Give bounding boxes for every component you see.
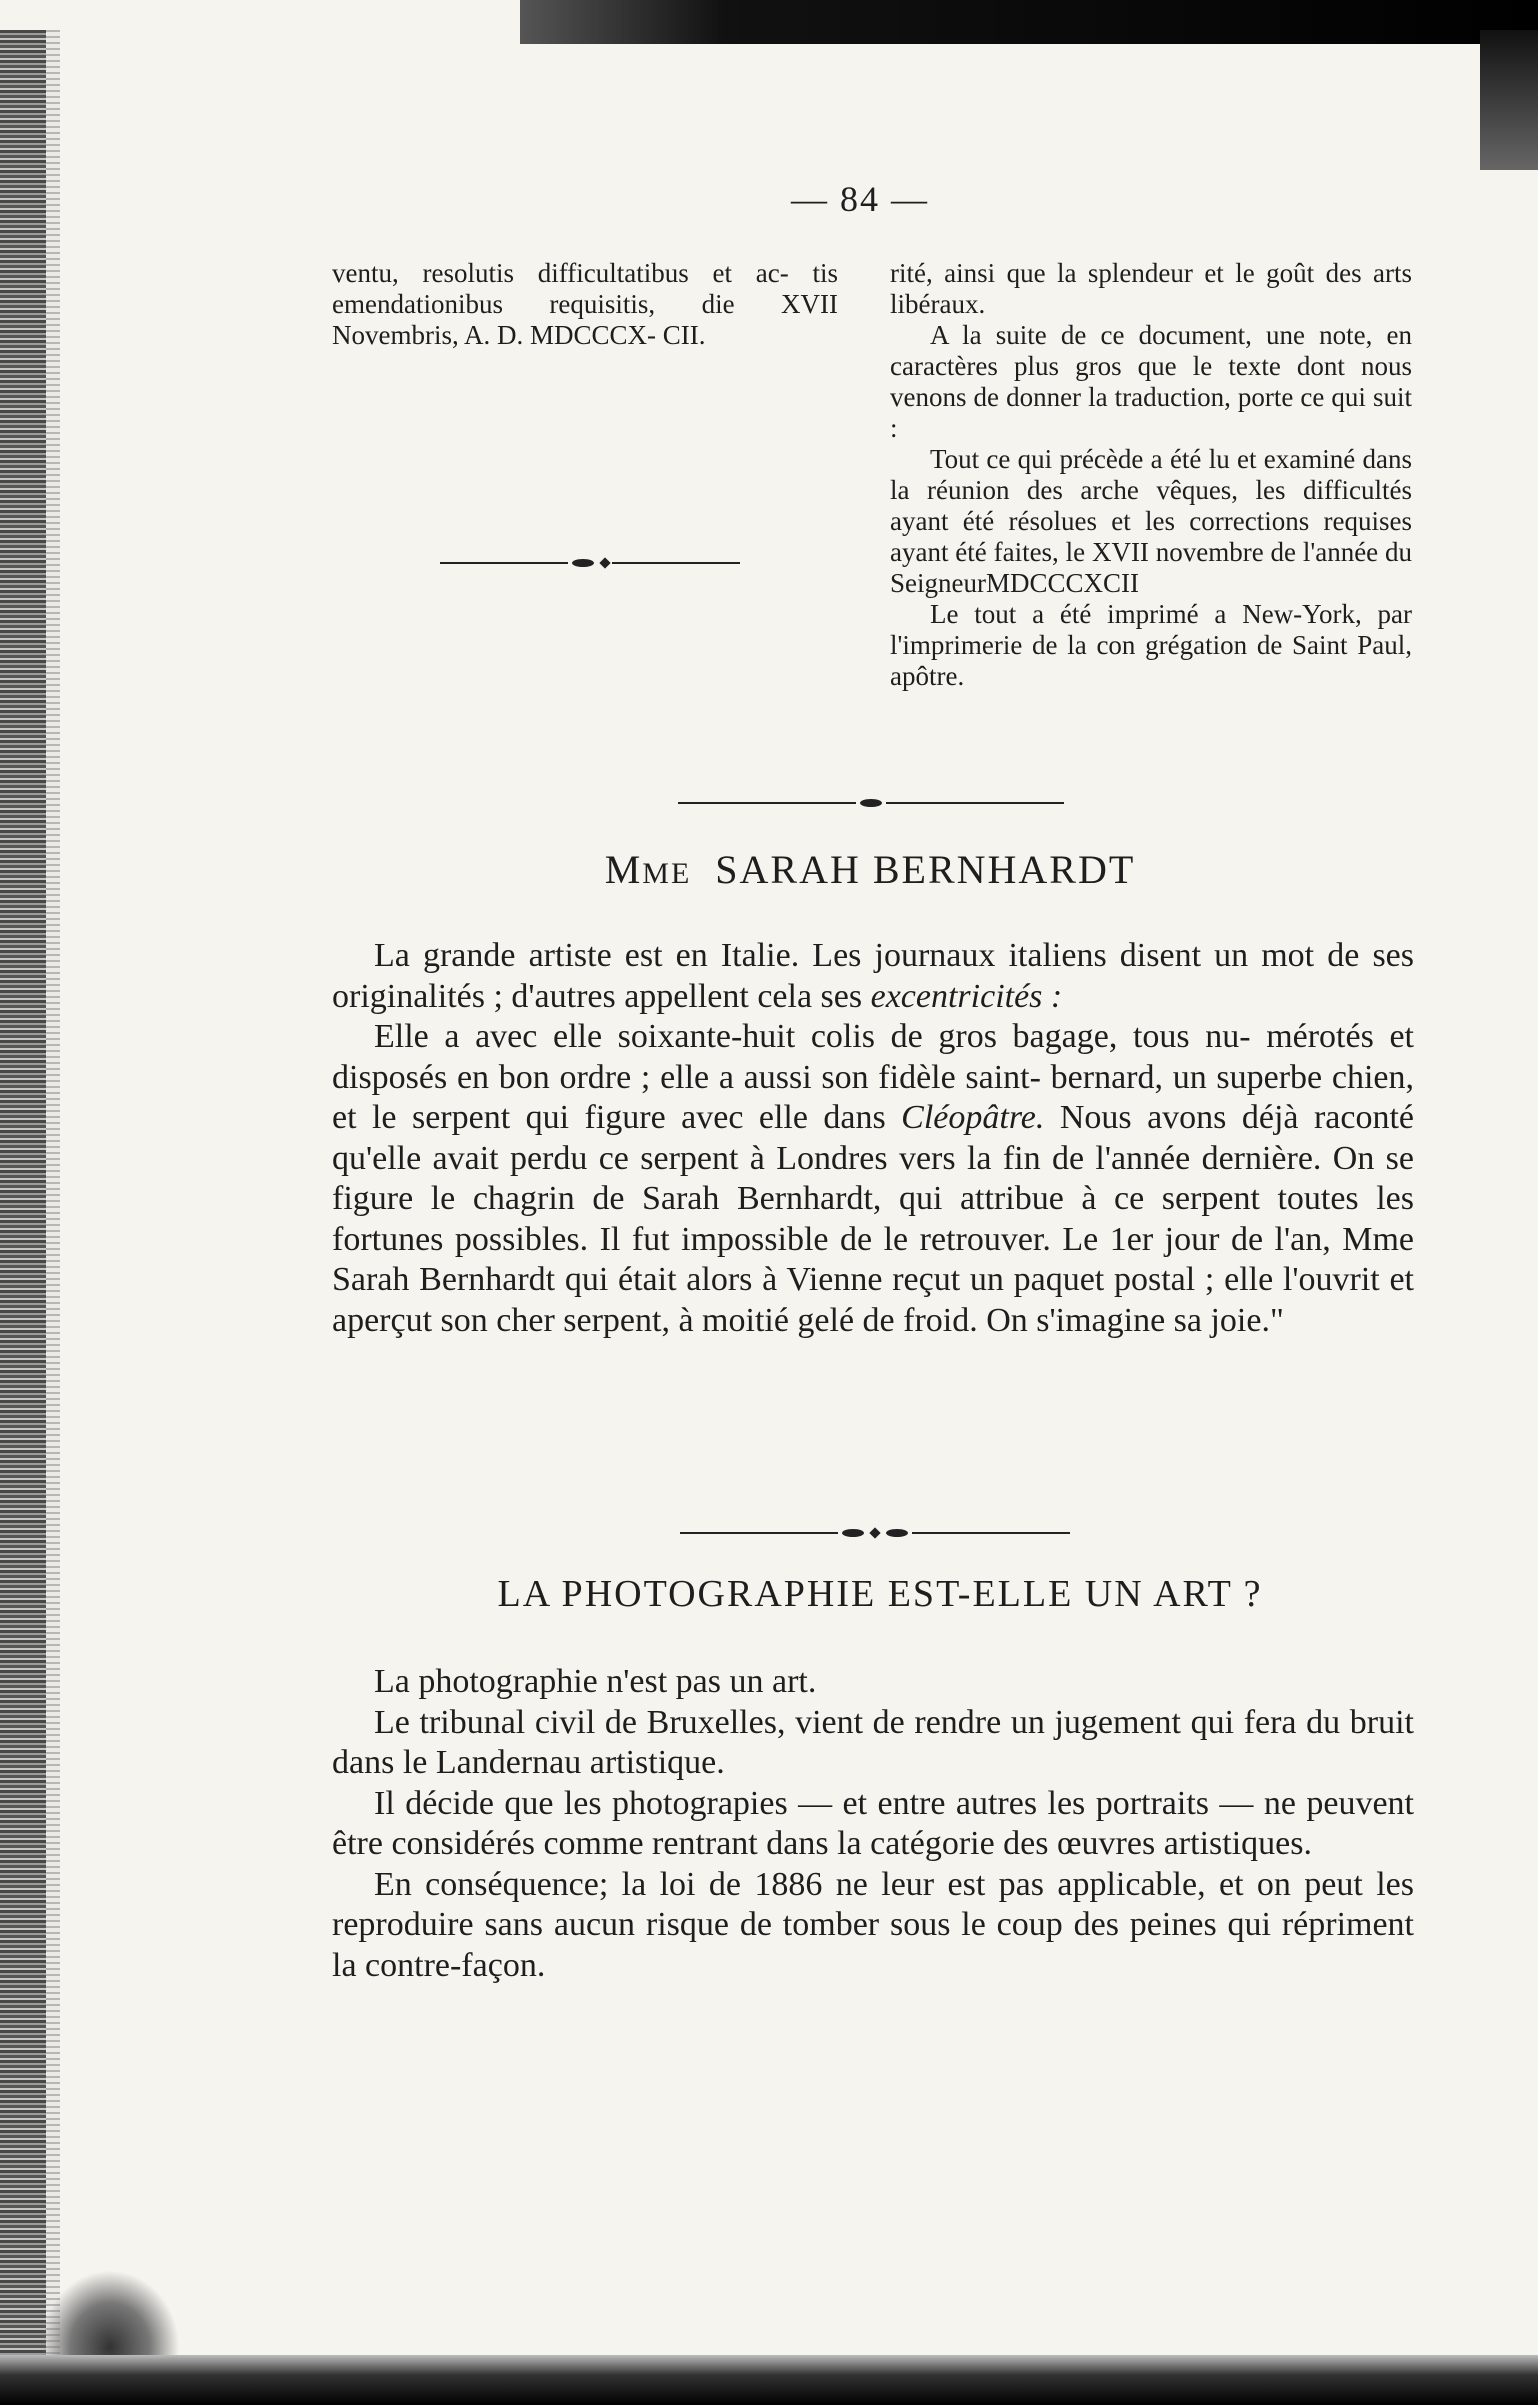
right-column-paragraph: Tout ce qui précède a été lu et examiné dans la réunion des arche vêques, les difficultés ayant été résolues et les corrections requises ayant été faites, le XVII novembre de l'année du SeigneurMDCCCXCII (890, 444, 1412, 598)
section-title-sarah-bernhardt: MME SARAH BERNHARDT (604, 847, 1136, 892)
paragraph: La grande artiste est en Italie. Les journaux italiens disent un mot de ses originalités ; d'autres appellent cela ses excentricités : (332, 937, 1414, 1015)
scan-spine-edge (46, 30, 60, 2405)
page-number: — 84 — (791, 179, 929, 219)
section-body-photographie (332, 1662, 1414, 1986)
scan-bottom-border (0, 2355, 1538, 2405)
ornament-divider (680, 1526, 1070, 1540)
paragraph: La photographie n'est pas un art. (374, 1663, 817, 1700)
paragraph: Le tribunal civil de Bruxelles, vient de rendre un jugement qui fera du bruit dans le Landernau artistique. (332, 1703, 1414, 1781)
paragraph: En conséquence; la loi de 1886 ne leur est pas applicable, et on peut les reproduire sans aucun risque de tomber sous le coup des peines qui répriment la contre-façon. (332, 1865, 1414, 1984)
ornament-divider (678, 796, 1064, 810)
scan-corner-shadow (1480, 30, 1538, 170)
scan-top-border (520, 0, 1538, 44)
right-column-paragraph: Le tout a été imprimé a New-York, par l'imprimerie de la con grégation de Saint Paul, apôtre. (890, 599, 1412, 691)
right-column (890, 258, 1412, 692)
ornament-divider (440, 556, 740, 570)
paragraph: Il décide que les photograpies — et entre autres les portraits — ne peuvent être considérés comme rentrant dans la catégorie des œuvres artistiques. (332, 1784, 1414, 1862)
section-title-photographie: LA PHOTOGRAPHIE EST-ELLE UN ART ? (497, 1573, 1263, 1615)
left-column (332, 258, 838, 351)
paragraph: Elle a avec elle soixante-huit colis de gros bagage, tous nu- mérotés et disposés en bon ordre ; elle a aussi son fidèle saint- bernard, un superbe chien, et le serpent qui figure avec elle dans Cléopâtre. Nous avons déjà raconté qu'elle avait perdu ce serpent à Londres vers la fin de l'année dernière. On se figure le chagrin de Sarah Bernhardt, qui attribue à ce serpent toutes les fortunes possibles. Il fut impossible de le retrouver. Le 1er jour de l'an, Mme Sarah Bernhardt qui était alors à Vienne reçut un paquet postal ; elle l'ouvrit et aperçut son cher serpent, à moitié gelé de froid. On s'imagine sa joie." (332, 1018, 1414, 1339)
scan-spine-shadow (0, 30, 46, 2405)
right-column-paragraph: A la suite de ce document, une note, en caractères plus gros que le texte dont nous venons de donner la traduction, porte ce qui suit : (890, 320, 1412, 443)
left-column-paragraph: ventu, resolutis difficultatibus et ac- tis emendationibus requisitis, die XVII Novembris, A. D. MDCCCX- CII. (332, 258, 838, 350)
right-column-paragraph: rité, ainsi que la splendeur et le goût des arts libéraux. (890, 258, 1412, 319)
section-body-sarah-bernhardt (332, 936, 1414, 1341)
